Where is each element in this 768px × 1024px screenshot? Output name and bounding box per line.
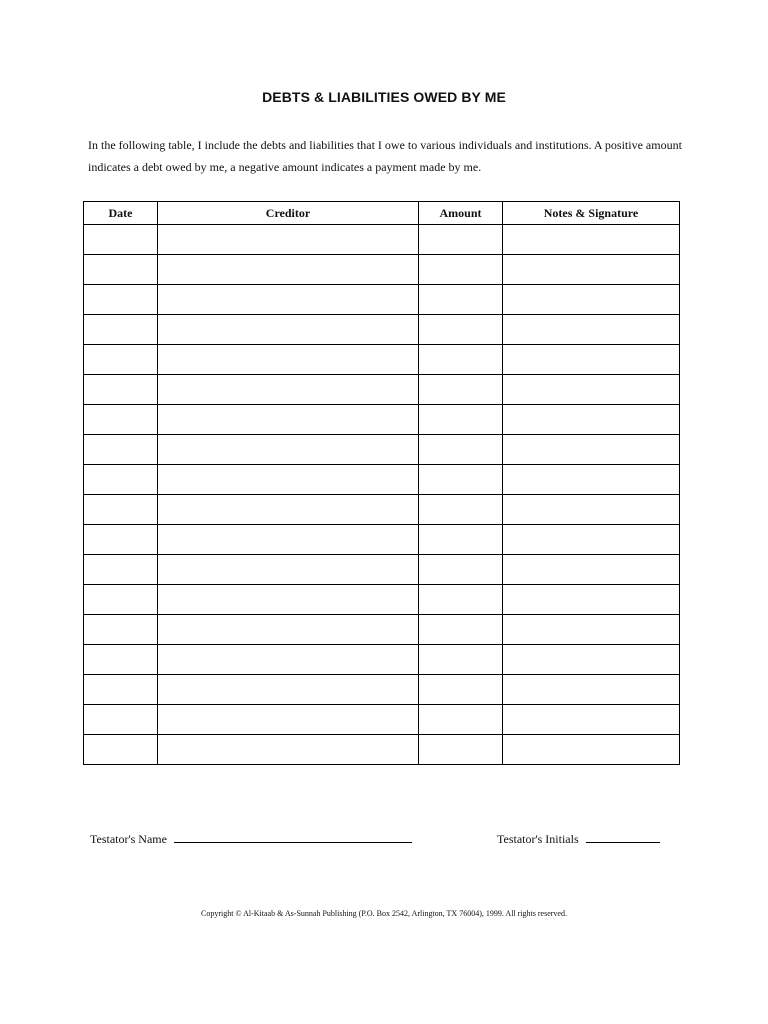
- testator-name-field[interactable]: [174, 830, 412, 843]
- creditor-cell[interactable]: [158, 435, 419, 465]
- date-cell[interactable]: [84, 435, 158, 465]
- notes-signature-cell[interactable]: [503, 225, 680, 255]
- table-row: [84, 315, 680, 345]
- date-cell[interactable]: [84, 375, 158, 405]
- date-cell[interactable]: [84, 585, 158, 615]
- notes-signature-cell[interactable]: [503, 345, 680, 375]
- creditor-cell[interactable]: [158, 225, 419, 255]
- creditor-cell[interactable]: [158, 375, 419, 405]
- table-row: [84, 225, 680, 255]
- creditor-cell[interactable]: [158, 405, 419, 435]
- amount-cell[interactable]: [419, 405, 503, 435]
- notes-signature-cell[interactable]: [503, 285, 680, 315]
- table-row: [84, 615, 680, 645]
- amount-cell[interactable]: [419, 615, 503, 645]
- table-header-row: [84, 202, 680, 225]
- creditor-cell[interactable]: [158, 705, 419, 735]
- date-cell[interactable]: [84, 255, 158, 285]
- table-row: [84, 585, 680, 615]
- testator-name-line: [90, 830, 412, 847]
- creditor-cell[interactable]: [158, 585, 419, 615]
- notes-signature-cell[interactable]: [503, 465, 680, 495]
- creditor-cell[interactable]: [158, 465, 419, 495]
- notes-signature-cell[interactable]: [503, 315, 680, 345]
- testator-initials-field[interactable]: [586, 830, 660, 843]
- amount-cell[interactable]: [419, 225, 503, 255]
- amount-cell[interactable]: [419, 555, 503, 585]
- table-row: [84, 405, 680, 435]
- intro-paragraph: In the following table, I include the debts and liabilities that I owe to various individuals and institutions. A positive amount indicates a debt owed by me, a negative amount indicates a payment made by me.: [88, 138, 682, 174]
- creditor-cell[interactable]: [158, 555, 419, 585]
- testator-initials-label: Testator's Initials: [497, 832, 579, 846]
- amount-cell[interactable]: [419, 585, 503, 615]
- creditor-cell[interactable]: [158, 615, 419, 645]
- creditor-cell[interactable]: [158, 675, 419, 705]
- table-row: [84, 525, 680, 555]
- column-header-notes-signature: Notes & Signature: [503, 202, 680, 225]
- date-cell[interactable]: [84, 285, 158, 315]
- amount-cell[interactable]: [419, 645, 503, 675]
- amount-cell[interactable]: [419, 285, 503, 315]
- creditor-cell[interactable]: [158, 285, 419, 315]
- date-cell[interactable]: [84, 615, 158, 645]
- page-title: DEBTS & LIABILITIES OWED BY ME: [262, 89, 506, 105]
- date-cell[interactable]: [84, 495, 158, 525]
- table-row: [84, 495, 680, 525]
- column-header-date: Date: [84, 202, 158, 225]
- date-cell[interactable]: [84, 705, 158, 735]
- table-row: [84, 555, 680, 585]
- creditor-cell[interactable]: [158, 645, 419, 675]
- table-row: [84, 465, 680, 495]
- notes-signature-cell[interactable]: [503, 375, 680, 405]
- creditor-cell[interactable]: [158, 525, 419, 555]
- notes-signature-cell[interactable]: [503, 735, 680, 765]
- creditor-cell[interactable]: [158, 495, 419, 525]
- copyright-notice: Copyright © Al-Kitaab & As-Sunnah Publishing (P.O. Box 2542, Arlington, TX 76004), 1999. All rights reserved.: [201, 909, 567, 918]
- date-cell[interactable]: [84, 225, 158, 255]
- creditor-cell[interactable]: [158, 735, 419, 765]
- amount-cell[interactable]: [419, 495, 503, 525]
- notes-signature-cell[interactable]: [503, 255, 680, 285]
- notes-signature-cell[interactable]: [503, 495, 680, 525]
- date-cell[interactable]: [84, 645, 158, 675]
- table-row: [84, 255, 680, 285]
- table-row: [84, 435, 680, 465]
- creditor-cell[interactable]: [158, 255, 419, 285]
- table-row: [84, 705, 680, 735]
- notes-signature-cell[interactable]: [503, 615, 680, 645]
- testator-name-label: Testator's Name: [90, 832, 167, 846]
- notes-signature-cell[interactable]: [503, 645, 680, 675]
- table-row: [84, 375, 680, 405]
- date-cell[interactable]: [84, 525, 158, 555]
- column-header-creditor: Creditor: [158, 202, 419, 225]
- date-cell[interactable]: [84, 345, 158, 375]
- date-cell[interactable]: [84, 315, 158, 345]
- amount-cell[interactable]: [419, 675, 503, 705]
- amount-cell[interactable]: [419, 465, 503, 495]
- amount-cell[interactable]: [419, 435, 503, 465]
- date-cell[interactable]: [84, 675, 158, 705]
- table-row: [84, 645, 680, 675]
- date-cell[interactable]: [84, 735, 158, 765]
- table-row: [84, 735, 680, 765]
- table-row: [84, 345, 680, 375]
- notes-signature-cell[interactable]: [503, 555, 680, 585]
- amount-cell[interactable]: [419, 345, 503, 375]
- amount-cell[interactable]: [419, 255, 503, 285]
- amount-cell[interactable]: [419, 375, 503, 405]
- notes-signature-cell[interactable]: [503, 705, 680, 735]
- notes-signature-cell[interactable]: [503, 585, 680, 615]
- notes-signature-cell[interactable]: [503, 675, 680, 705]
- notes-signature-cell[interactable]: [503, 435, 680, 465]
- creditor-cell[interactable]: [158, 345, 419, 375]
- table-row: [84, 285, 680, 315]
- date-cell[interactable]: [84, 555, 158, 585]
- creditor-cell[interactable]: [158, 315, 419, 345]
- amount-cell[interactable]: [419, 735, 503, 765]
- amount-cell[interactable]: [419, 705, 503, 735]
- date-cell[interactable]: [84, 465, 158, 495]
- table-body: [84, 225, 680, 765]
- debts-table: [83, 201, 680, 765]
- notes-signature-cell[interactable]: [503, 405, 680, 435]
- table-row: [84, 675, 680, 705]
- column-header-amount: Amount: [419, 202, 503, 225]
- notes-signature-cell[interactable]: [503, 525, 680, 555]
- date-cell[interactable]: [84, 405, 158, 435]
- testator-initials-line: [497, 830, 660, 847]
- amount-cell[interactable]: [419, 315, 503, 345]
- amount-cell[interactable]: [419, 525, 503, 555]
